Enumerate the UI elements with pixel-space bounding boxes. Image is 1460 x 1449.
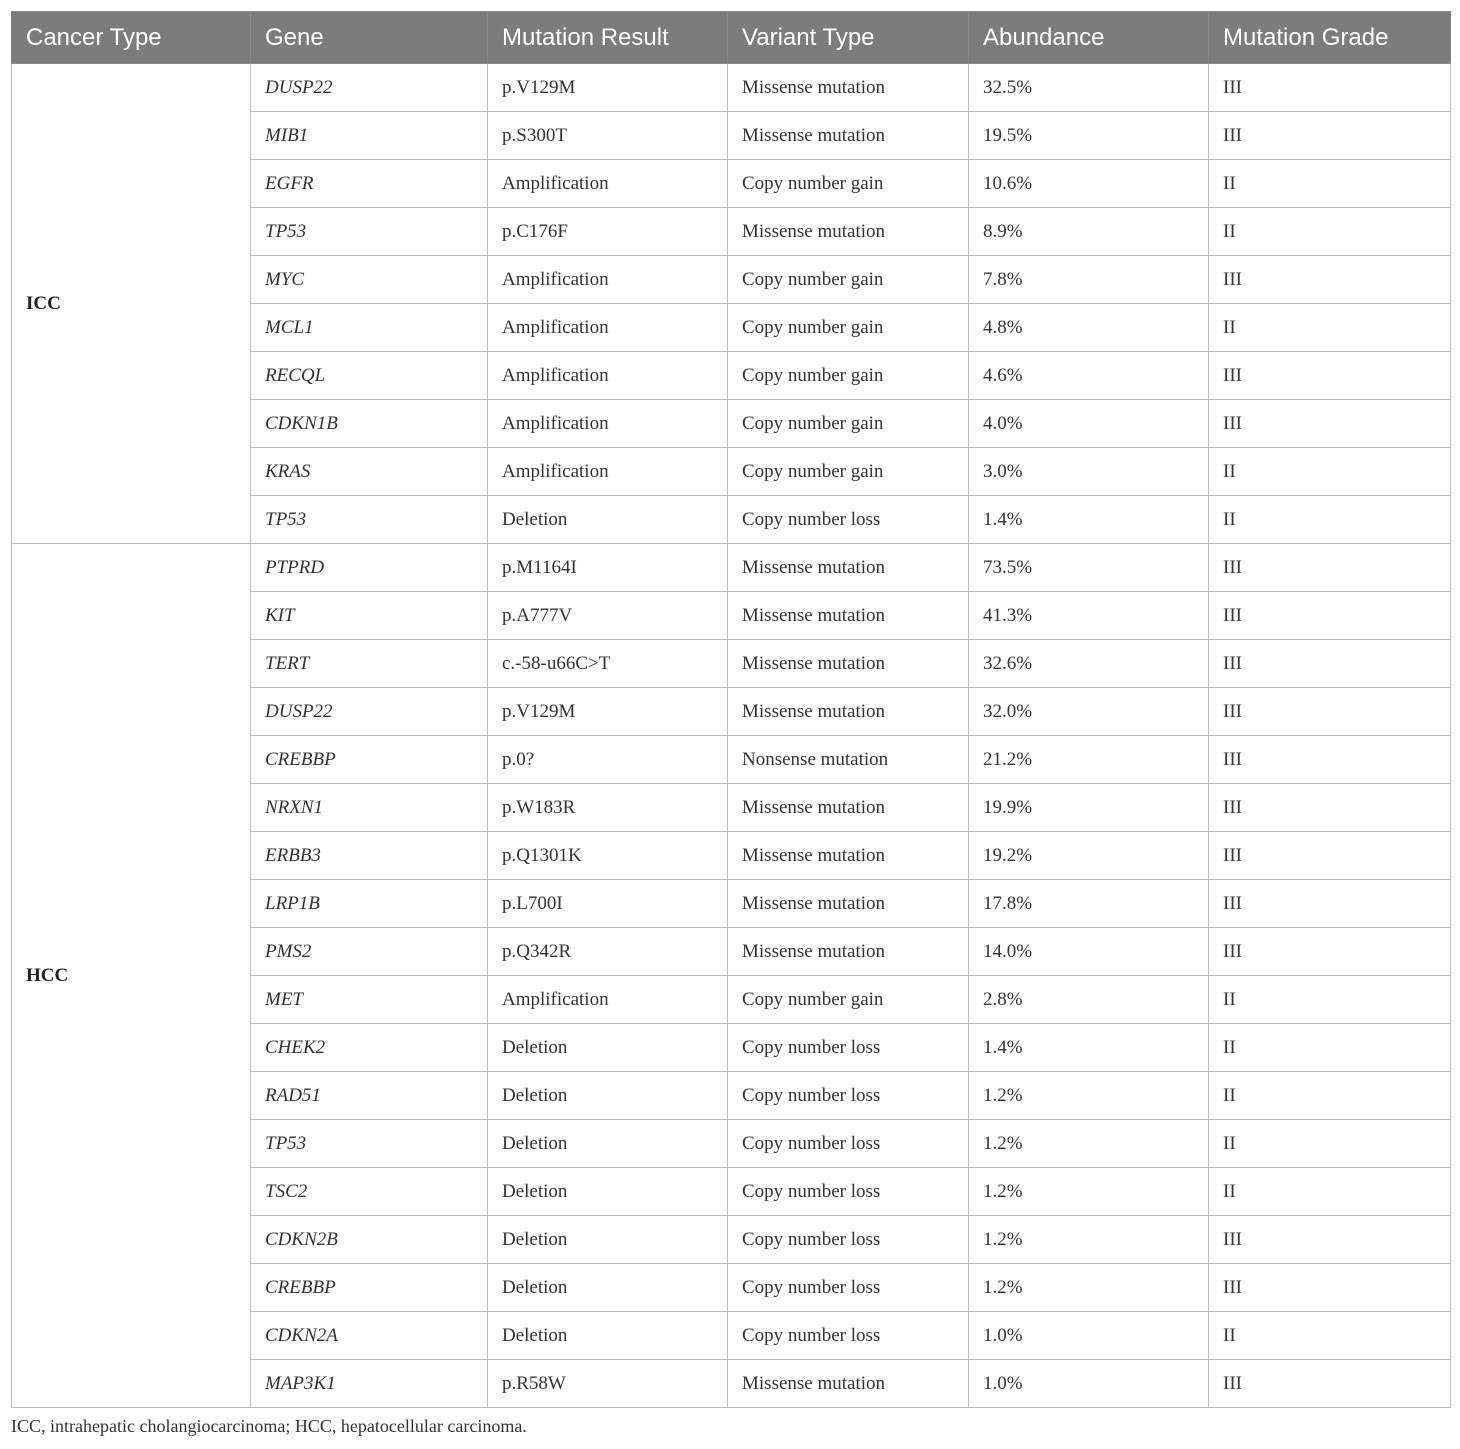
mutation-grade-cell: III <box>1209 640 1451 688</box>
mutation-result-cell: Deletion <box>488 1024 728 1072</box>
mutation-grade-cell: III <box>1209 928 1451 976</box>
mutation-result-cell: p.V129M <box>488 64 728 112</box>
variant-type-cell: Copy number gain <box>728 256 969 304</box>
abundance-cell: 1.2% <box>969 1072 1209 1120</box>
mutation-grade-cell: III <box>1209 736 1451 784</box>
gene-cell: MAP3K1 <box>251 1360 488 1408</box>
mutation-result-cell: Amplification <box>488 448 728 496</box>
gene-cell: TERT <box>251 640 488 688</box>
variant-type-cell: Copy number gain <box>728 304 969 352</box>
mutation-grade-cell: II <box>1209 1072 1451 1120</box>
gene-cell: CREBBP <box>251 1264 488 1312</box>
gene-cell: TP53 <box>251 496 488 544</box>
abundance-cell: 1.0% <box>969 1312 1209 1360</box>
mutation-result-cell: Deletion <box>488 1216 728 1264</box>
gene-cell: DUSP22 <box>251 64 488 112</box>
gene-cell: KRAS <box>251 448 488 496</box>
variant-type-cell: Copy number loss <box>728 1168 969 1216</box>
gene-cell: MYC <box>251 256 488 304</box>
gene-cell: CREBBP <box>251 736 488 784</box>
gene-cell: RAD51 <box>251 1072 488 1120</box>
mutation-grade-cell: III <box>1209 352 1451 400</box>
header-abundance: Abundance <box>969 12 1209 64</box>
variant-type-cell: Missense mutation <box>728 928 969 976</box>
gene-cell: CDKN2B <box>251 1216 488 1264</box>
gene-cell: MIB1 <box>251 112 488 160</box>
gene-cell: TSC2 <box>251 1168 488 1216</box>
variant-type-cell: Copy number gain <box>728 976 969 1024</box>
header-cancer-type: Cancer Type <box>12 12 251 64</box>
gene-cell: PMS2 <box>251 928 488 976</box>
mutation-grade-cell: II <box>1209 1120 1451 1168</box>
abundance-cell: 1.4% <box>969 496 1209 544</box>
header-row <box>12 12 1451 64</box>
mutation-grade-cell: III <box>1209 544 1451 592</box>
header-gene: Gene <box>251 12 488 64</box>
variant-type-cell: Copy number gain <box>728 160 969 208</box>
mutation-result-cell: p.R58W <box>488 1360 728 1408</box>
gene-cell: PTPRD <box>251 544 488 592</box>
variant-type-cell: Missense mutation <box>728 640 969 688</box>
variant-type-cell: Copy number loss <box>728 1216 969 1264</box>
mutation-grade-cell: II <box>1209 208 1451 256</box>
gene-cell: TP53 <box>251 208 488 256</box>
abundance-cell: 73.5% <box>969 544 1209 592</box>
mutation-grade-cell: III <box>1209 880 1451 928</box>
mutation-grade-cell: III <box>1209 592 1451 640</box>
mutation-result-cell: p.M1164I <box>488 544 728 592</box>
gene-cell: RECQL <box>251 352 488 400</box>
abundance-cell: 41.3% <box>969 592 1209 640</box>
variant-type-cell: Copy number loss <box>728 496 969 544</box>
variant-type-cell: Copy number gain <box>728 448 969 496</box>
mutation-result-cell: Deletion <box>488 1264 728 1312</box>
abundance-cell: 1.2% <box>969 1216 1209 1264</box>
abundance-cell: 32.5% <box>969 64 1209 112</box>
abundance-cell: 14.0% <box>969 928 1209 976</box>
gene-cell: MET <box>251 976 488 1024</box>
mutation-result-cell: p.Q1301K <box>488 832 728 880</box>
gene-cell: EGFR <box>251 160 488 208</box>
variant-type-cell: Missense mutation <box>728 64 969 112</box>
gene-cell: TP53 <box>251 1120 488 1168</box>
header-mutation-result: Mutation Result <box>488 12 728 64</box>
variant-type-cell: Nonsense mutation <box>728 736 969 784</box>
mutation-grade-cell: III <box>1209 1216 1451 1264</box>
mutation-result-cell: Deletion <box>488 1168 728 1216</box>
mutation-grade-cell: II <box>1209 160 1451 208</box>
abundance-cell: 17.8% <box>969 880 1209 928</box>
mutation-result-cell: Amplification <box>488 400 728 448</box>
variant-type-cell: Copy number loss <box>728 1264 969 1312</box>
gene-cell: LRP1B <box>251 880 488 928</box>
abundance-cell: 1.0% <box>969 1360 1209 1408</box>
variant-type-cell: Missense mutation <box>728 688 969 736</box>
abundance-cell: 19.2% <box>969 832 1209 880</box>
mutation-result-cell: p.L700I <box>488 880 728 928</box>
variant-type-cell: Copy number gain <box>728 400 969 448</box>
mutation-grade-cell: III <box>1209 832 1451 880</box>
cancer-type-cell: ICC <box>12 64 251 544</box>
mutation-grade-cell: II <box>1209 976 1451 1024</box>
variant-type-cell: Copy number loss <box>728 1024 969 1072</box>
gene-cell: NRXN1 <box>251 784 488 832</box>
variant-type-cell: Missense mutation <box>728 784 969 832</box>
variant-type-cell: Missense mutation <box>728 208 969 256</box>
mutation-result-cell: Amplification <box>488 304 728 352</box>
mutation-result-cell: Amplification <box>488 352 728 400</box>
mutation-grade-cell: II <box>1209 1024 1451 1072</box>
mutation-result-cell: p.S300T <box>488 112 728 160</box>
variant-type-cell: Copy number loss <box>728 1120 969 1168</box>
variant-type-cell: Copy number loss <box>728 1072 969 1120</box>
abundance-cell: 4.0% <box>969 400 1209 448</box>
table-row <box>12 544 1451 592</box>
abundance-cell: 19.9% <box>969 784 1209 832</box>
abundance-cell: 32.0% <box>969 688 1209 736</box>
mutation-result-cell: p.A777V <box>488 592 728 640</box>
abundance-cell: 1.4% <box>969 1024 1209 1072</box>
mutation-grade-cell: II <box>1209 448 1451 496</box>
header-variant-type: Variant Type <box>728 12 969 64</box>
mutation-result-cell: c.-58-u66C>T <box>488 640 728 688</box>
variant-type-cell: Missense mutation <box>728 592 969 640</box>
mutation-grade-cell: II <box>1209 304 1451 352</box>
mutation-result-cell: Amplification <box>488 976 728 1024</box>
variant-type-cell: Missense mutation <box>728 112 969 160</box>
abundance-cell: 3.0% <box>969 448 1209 496</box>
mutation-result-cell: Deletion <box>488 1072 728 1120</box>
variant-type-cell: Copy number gain <box>728 352 969 400</box>
abundance-cell: 21.2% <box>969 736 1209 784</box>
header-mutation-grade: Mutation Grade <box>1209 12 1451 64</box>
mutation-result-cell: Deletion <box>488 1312 728 1360</box>
gene-cell: CDKN2A <box>251 1312 488 1360</box>
abundance-cell: 7.8% <box>969 256 1209 304</box>
mutation-table <box>11 11 1451 1408</box>
gene-cell: KIT <box>251 592 488 640</box>
mutation-grade-cell: III <box>1209 112 1451 160</box>
mutation-result-cell: Deletion <box>488 496 728 544</box>
mutation-result-cell: Amplification <box>488 160 728 208</box>
mutation-result-cell: p.0? <box>488 736 728 784</box>
abundance-cell: 1.2% <box>969 1168 1209 1216</box>
abundance-cell: 4.6% <box>969 352 1209 400</box>
table-row <box>12 64 1451 112</box>
mutation-grade-cell: III <box>1209 1360 1451 1408</box>
gene-cell: CDKN1B <box>251 400 488 448</box>
variant-type-cell: Missense mutation <box>728 880 969 928</box>
mutation-grade-cell: II <box>1209 1168 1451 1216</box>
gene-cell: CHEK2 <box>251 1024 488 1072</box>
gene-cell: DUSP22 <box>251 688 488 736</box>
mutation-grade-cell: III <box>1209 64 1451 112</box>
mutation-grade-cell: II <box>1209 1312 1451 1360</box>
mutation-grade-cell: III <box>1209 400 1451 448</box>
mutation-grade-cell: III <box>1209 688 1451 736</box>
abundance-cell: 1.2% <box>969 1264 1209 1312</box>
mutation-result-cell: p.V129M <box>488 688 728 736</box>
mutation-grade-cell: III <box>1209 256 1451 304</box>
mutation-grade-cell: III <box>1209 784 1451 832</box>
mutation-result-cell: p.W183R <box>488 784 728 832</box>
abundance-cell: 2.8% <box>969 976 1209 1024</box>
mutation-result-cell: Deletion <box>488 1120 728 1168</box>
gene-cell: MCL1 <box>251 304 488 352</box>
variant-type-cell: Missense mutation <box>728 1360 969 1408</box>
mutation-result-cell: p.Q342R <box>488 928 728 976</box>
mutation-table-container <box>11 11 1450 1408</box>
variant-type-cell: Missense mutation <box>728 544 969 592</box>
abundance-cell: 10.6% <box>969 160 1209 208</box>
abundance-cell: 32.6% <box>969 640 1209 688</box>
abundance-cell: 8.9% <box>969 208 1209 256</box>
gene-cell: ERBB3 <box>251 832 488 880</box>
table-footnote: ICC, intrahepatic cholangiocarcinoma; HCC, hepatocellular carcinoma. <box>11 1416 527 1436</box>
table-body <box>12 64 1451 1408</box>
mutation-grade-cell: III <box>1209 1264 1451 1312</box>
mutation-result-cell: p.C176F <box>488 208 728 256</box>
cancer-type-cell: HCC <box>12 544 251 1408</box>
abundance-cell: 19.5% <box>969 112 1209 160</box>
variant-type-cell: Copy number loss <box>728 1312 969 1360</box>
variant-type-cell: Missense mutation <box>728 832 969 880</box>
abundance-cell: 1.2% <box>969 1120 1209 1168</box>
table-header <box>12 12 1451 64</box>
abundance-cell: 4.8% <box>969 304 1209 352</box>
mutation-grade-cell: II <box>1209 496 1451 544</box>
mutation-result-cell: Amplification <box>488 256 728 304</box>
